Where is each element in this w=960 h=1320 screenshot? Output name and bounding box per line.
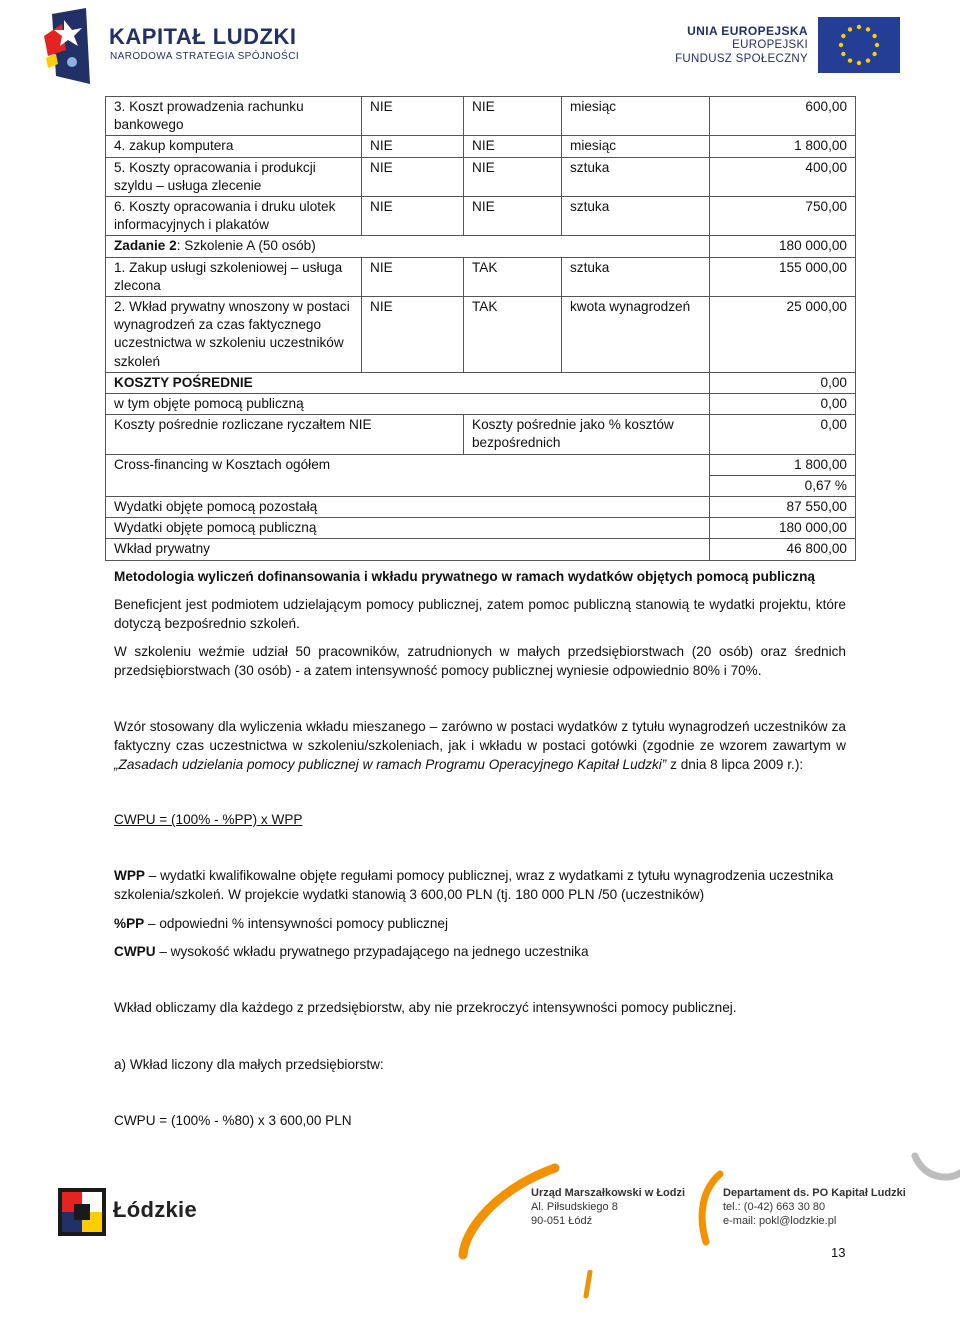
summary-row bbox=[106, 454, 856, 475]
lodzkie-logo bbox=[58, 1188, 106, 1236]
task-label: Zadanie 2 bbox=[114, 238, 177, 254]
definition-term: CWPU bbox=[114, 944, 156, 959]
definition-text: – wysokość wkładu prywatnego przypadającego na jednego uczestnika bbox=[155, 944, 589, 959]
office-city: 90-051 Łódź bbox=[531, 1215, 593, 1227]
flag-cell: NIE bbox=[362, 297, 464, 373]
eu-flag-icon bbox=[818, 17, 900, 73]
task-title-cell bbox=[106, 236, 710, 257]
definition-term: WPP bbox=[114, 868, 145, 883]
definition-term: %PP bbox=[114, 916, 145, 931]
amount-cell: 0,00 bbox=[710, 394, 856, 415]
summary-row bbox=[106, 497, 856, 518]
methodology-heading: Metodologia wyliczeń dofinansowania i wkładu prywatnego w ramach wydatków objętych pomocą publiczną bbox=[114, 569, 815, 584]
footer-office-address bbox=[531, 1186, 685, 1228]
grey-arc-decoration bbox=[905, 1128, 960, 1188]
percent-cell: 0,67 % bbox=[710, 475, 856, 496]
amount-cell: 25 000,00 bbox=[710, 297, 856, 373]
department-name: Departament ds. PO Kapitał Ludzki bbox=[723, 1187, 906, 1199]
definition-wpp bbox=[114, 866, 846, 904]
amount-cell: 1 800,00 bbox=[710, 136, 856, 157]
kapital-ludzki-subtitle: NARODOWA STRATEGIA SPÓJNOŚCI bbox=[110, 51, 300, 62]
amount-cell: 87 550,00 bbox=[710, 497, 856, 518]
amount-cell: 180 000,00 bbox=[710, 518, 856, 539]
amount-cell: 750,00 bbox=[710, 197, 856, 236]
summary-row bbox=[106, 518, 856, 539]
page-number: 13 bbox=[831, 1245, 846, 1260]
flag-cell: NIE bbox=[362, 157, 464, 196]
table-row bbox=[106, 157, 856, 196]
table-row bbox=[106, 297, 856, 373]
eu-line-3: FUNDUSZ SPOŁECZNY bbox=[675, 53, 808, 65]
summary-label: Koszty pośrednie jako % kosztów bezpośrednich bbox=[464, 415, 710, 454]
summary-row bbox=[106, 372, 856, 393]
cost-name-cell: 1. Zakup usługi szkoleniowej – usługa zlecona bbox=[106, 257, 362, 296]
kapital-ludzki-title: KAPITAŁ LUDZKI bbox=[109, 24, 297, 49]
cost-name-cell: 5. Koszty opracowania i produkcji szyldu – usługa zlecenie bbox=[106, 157, 362, 196]
eu-line-1: UNIA EUROPEJSKA bbox=[687, 24, 808, 38]
summary-label: Cross-financing w Kosztach ogółem bbox=[106, 454, 710, 496]
unit-cell: miesiąc bbox=[562, 136, 710, 157]
flag-cell: TAK bbox=[464, 257, 562, 296]
flag-cell: NIE bbox=[464, 136, 562, 157]
summary-label: Koszty pośrednie rozliczane ryczałtem NIE bbox=[106, 415, 464, 454]
paragraph-formula-intro bbox=[114, 717, 846, 774]
summary-label: KOSZTY POŚREDNIE bbox=[106, 372, 710, 393]
summary-label: Wkład prywatny bbox=[106, 539, 710, 560]
paragraph-beneficiary: Beneficjent jest podmiotem udzielającym pomocy publicznej, zatem pomoc publiczną stanowią te wydatki projektu, które dotyczą bezpośrednio szkoleń. bbox=[114, 597, 846, 631]
unit-cell: kwota wynagrodzeń bbox=[562, 297, 710, 373]
flag-cell: NIE bbox=[362, 136, 464, 157]
task-row bbox=[106, 236, 856, 257]
rules-document-title: „Zasadach udzielania pomocy publicznej w ramach Programu Operacyjnego Kapitał Ludzki” bbox=[114, 757, 667, 772]
unit-cell: sztuka bbox=[562, 257, 710, 296]
unit-cell: sztuka bbox=[562, 157, 710, 196]
summary-label: Wydatki objęte pomocą publiczną bbox=[106, 518, 710, 539]
kapital-ludzki-logo bbox=[42, 6, 94, 86]
summary-row bbox=[106, 415, 856, 454]
table-row bbox=[106, 257, 856, 296]
flag-cell: NIE bbox=[362, 197, 464, 236]
eu-line-2: EUROPEJSKI bbox=[732, 39, 808, 51]
amount-cell: 0,00 bbox=[710, 372, 856, 393]
amount-cell: 1 800,00 bbox=[710, 454, 856, 475]
cost-name-cell: 4. zakup komputera bbox=[106, 136, 362, 157]
paragraph-participants: W szkoleniu weźmie udział 50 pracowników, zatrudnionych w małych przedsiębiorstwach (20 osób) oraz średnich przedsiębiorstwach (30 osób) - a zatem intensywność pomocy publicznej wyniesie odpowiednio 80% i 70%. bbox=[114, 644, 846, 678]
lodzkie-wordmark: Łódzkie bbox=[113, 1197, 197, 1222]
table-row bbox=[106, 97, 856, 136]
formula-general: CWPU = (100% - %PP) x WPP bbox=[114, 812, 303, 827]
paragraph-small-enterprises: a) Wkład liczony dla małych przedsiębiorstw: bbox=[114, 1057, 384, 1072]
cost-name-cell: 6. Koszty opracowania i druku ulotek informacyjnych i plakatów bbox=[106, 197, 362, 236]
footer-department-contact bbox=[723, 1186, 906, 1228]
definition-text: – wydatki kwalifikowalne objęte regułami pomocy publicznej, wraz z wydatkami z tytułu wynagrodzenia uczestnika szkolenia/szkoleń. W projekcie wydatki stanowią 3 600,00 PLN (tj. 180 000 PLN /50 (uczestników) bbox=[114, 868, 834, 902]
unit-cell: sztuka bbox=[562, 197, 710, 236]
summary-row bbox=[106, 539, 856, 560]
office-name: Urząd Marszałkowski w Łodzi bbox=[531, 1187, 686, 1199]
flag-cell: NIE bbox=[464, 197, 562, 236]
unit-cell: miesiąc bbox=[562, 97, 710, 136]
department-phone: tel.: (0-42) 663 30 80 bbox=[723, 1201, 826, 1213]
task-description: : Szkolenie A (50 osób) bbox=[176, 238, 316, 254]
cost-name-cell: 3. Koszt prowadzenia rachunku bankowego bbox=[106, 97, 362, 136]
orange-arc-decoration bbox=[455, 1160, 565, 1300]
amount-cell: 600,00 bbox=[710, 97, 856, 136]
office-street: Al. Piłsudskiego 8 bbox=[531, 1201, 618, 1213]
flag-cell: NIE bbox=[464, 157, 562, 196]
amount-cell: 46 800,00 bbox=[710, 539, 856, 560]
eu-fund-label bbox=[675, 24, 808, 66]
flag-cell: NIE bbox=[362, 257, 464, 296]
budget-table bbox=[105, 96, 856, 561]
orange-tick-decoration bbox=[578, 1270, 598, 1300]
paragraph-per-enterprise: Wkład obliczamy dla każdego z przedsiębiorstw, aby nie przekroczyć intensywności pomocy publicznej. bbox=[114, 1000, 737, 1015]
cost-name-cell: 2. Wkład prywatny wnoszony w postaci wynagrodzeń za czas faktycznego uczestnictwa w szkoleniu uczestników szkoleń bbox=[106, 297, 362, 373]
amount-cell: 0,00 bbox=[710, 415, 856, 454]
table-row bbox=[106, 136, 856, 157]
definition-pp bbox=[114, 914, 846, 933]
formula-small-enterprises: CWPU = (100% - %80) x 3 600,00 PLN bbox=[114, 1113, 352, 1128]
flag-cell: NIE bbox=[464, 97, 562, 136]
amount-cell: 400,00 bbox=[710, 157, 856, 196]
summary-label: Wydatki objęte pomocą pozostałą bbox=[106, 497, 710, 518]
flag-cell: NIE bbox=[362, 97, 464, 136]
department-email: e-mail: pokl@lodzkie.pl bbox=[723, 1215, 837, 1227]
table-row bbox=[106, 197, 856, 236]
summary-row bbox=[106, 394, 856, 415]
formula-intro-text: Wzór stosowany dla wyliczenia wkładu mieszanego – zarówno w postaci wydatków z tytułu wynagrodzeń uczestników za faktyczny czas uczestnictwa w szkoleniu/szkoleniach, jak i wkładu w postaci gotówki (zgodnie ze wzorem zawartym w bbox=[114, 719, 846, 753]
definition-cwpu bbox=[114, 942, 846, 961]
amount-cell: 155 000,00 bbox=[710, 257, 856, 296]
summary-label: w tym objęte pomocą publiczną bbox=[106, 394, 710, 415]
flag-cell: TAK bbox=[464, 297, 562, 373]
definition-text: – odpowiedni % intensywności pomocy publicznej bbox=[144, 916, 448, 931]
amount-cell: 180 000,00 bbox=[710, 236, 856, 257]
formula-intro-date: z dnia 8 lipca 2009 r.): bbox=[666, 757, 804, 772]
